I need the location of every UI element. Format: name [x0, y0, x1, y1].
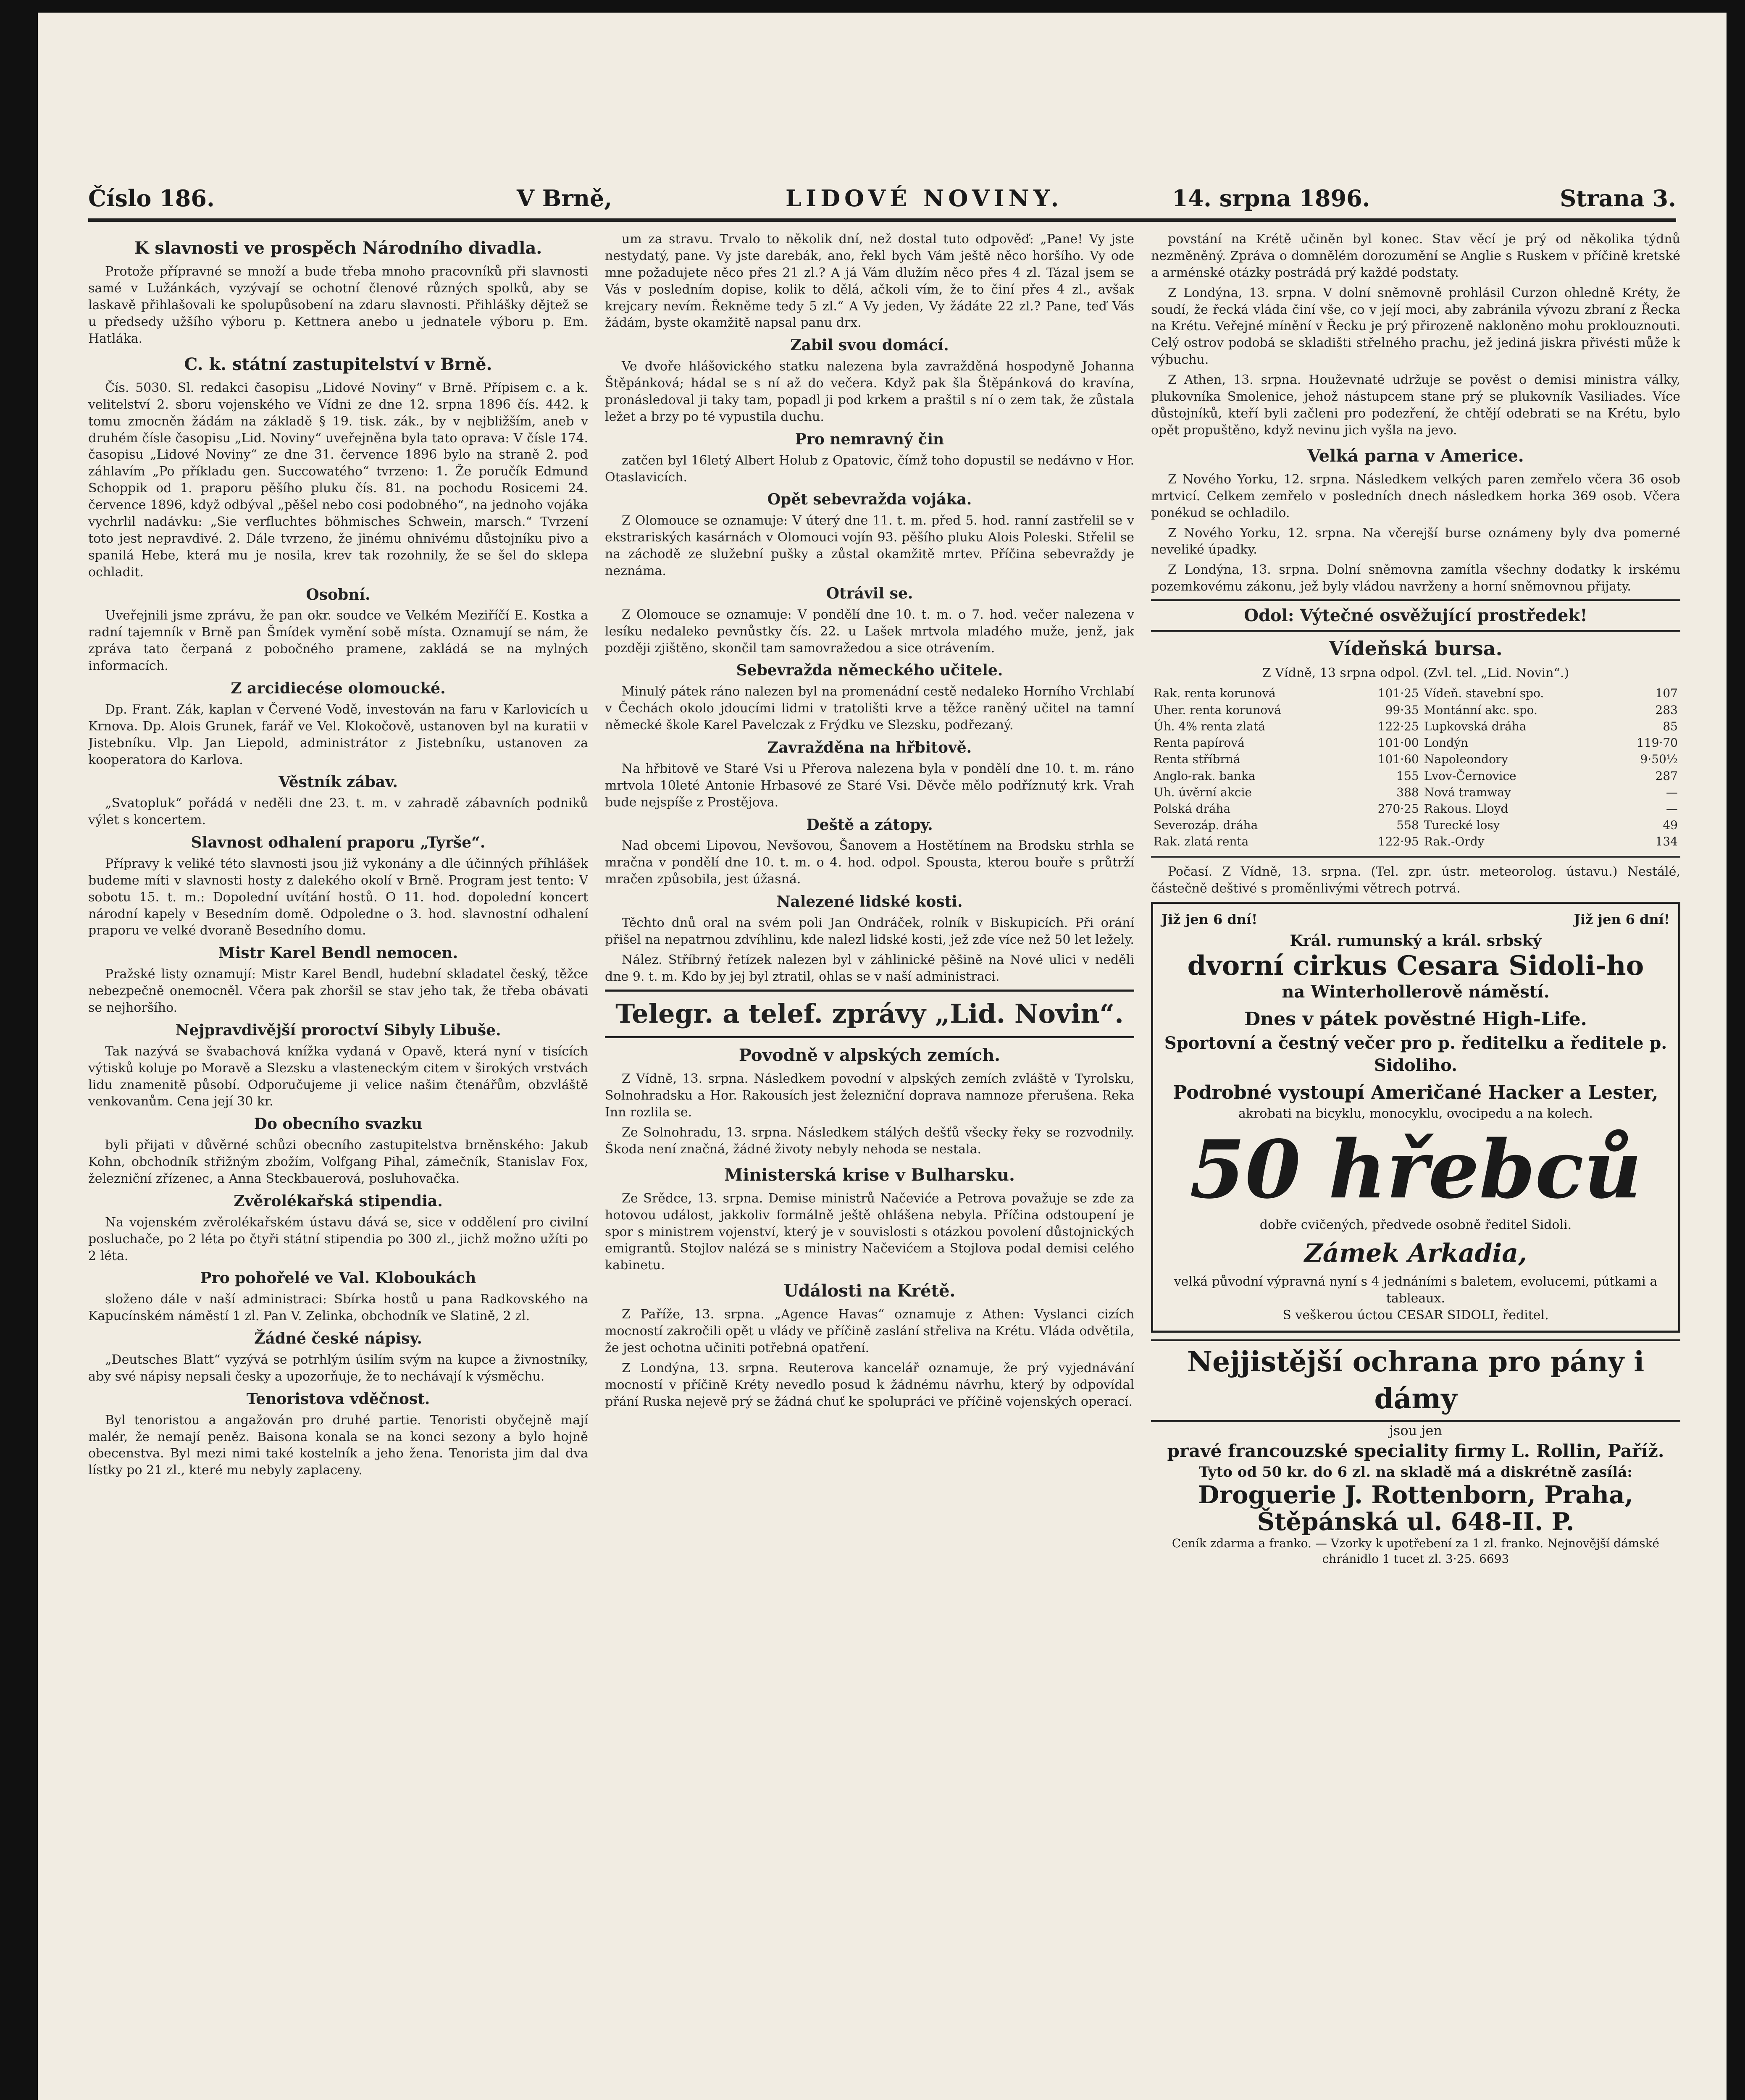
- bursa-name: Lvov-Černovice: [1424, 769, 1516, 783]
- bursa-value: 155: [1396, 769, 1419, 783]
- article-title: Zabil svou domácí.: [790, 336, 949, 354]
- article-text: Z Vídně, 13. srpna. Následkem povodní v alpských zemích zvláště v Tyrolsku, Solnohradsku a Hor. Rakousích jest železniční doprava namnoze přerušena. Reka Inn rozlila se.: [605, 1071, 1134, 1120]
- ad-corner: [1162, 911, 1670, 929]
- page-header: [88, 181, 1676, 222]
- article-title: Slavnost odhalení praporu „Tyrše“.: [191, 834, 486, 852]
- bursa-row: [1151, 735, 1680, 751]
- article-title: Věstník zábav.: [279, 773, 398, 791]
- ad-line: jsou jen: [1389, 1422, 1442, 1438]
- article-text: Pražské listy oznamují: Mistr Karel Bendl, hudební skladatel český, těžce nebezpečně onemocněl. Včera pak zhoršil se stav jeho tak, že třeba obávati se nejhoršího.: [88, 967, 588, 1016]
- article-title: Pro nemravný čin: [795, 430, 944, 448]
- city: V Brně,: [517, 185, 612, 212]
- article-text: Čís. 5030. Sl. redakci časopisu „Lidové Noviny“ v Brně. Přípisem c. a k. velitelství 2. sboru vojenského ve Vídni ze dne 12. srpna 1896 čís. 442. k tomu zmocněn žádám na základě § 19. tisk. zák., by v nejbližším, aneb v druhém čísle časopisu „Lid. Noviny“ uveřejněna byla tato oprava: V čísle 174. časopisu „Lidové Noviny“ ze dne 31. července 1896 bylo na straně 2. pod záhlavím „Po příkladu gen. Succowatého“ tvrzeno: 1. Že poručík Edmund Schoppik od 1. praporu pěšího pluku čís. 81. na pochodu Rosicemi 24. července 1896, když odbýval „pěšel nebo cosi podobného“, na jednoho vojáka vychrlil nadávku: „Sie verfluchtes böhmisches Schwein, marsch.“ Tvrzení toto jest nepravdivé. 2. Dále tvrzeno, že jinému ohnivému důstojníku pivo a spanilá Hebe, která mu je nosila, krev tak rozohnily, že se šel do sklepa ochladit.: [88, 380, 588, 580]
- bursa-name: Renta stříbrná: [1154, 752, 1240, 766]
- ad-headline: dvorní cirkus Cesara Sidoli-ho: [1187, 950, 1644, 982]
- section-subtitle: Povodně v alpských zemích.: [738, 1045, 1001, 1065]
- article-title: Otrávil se.: [826, 584, 913, 602]
- bursa-value: —: [1666, 785, 1678, 799]
- ad-big-text: 50 hřebců: [1189, 1122, 1642, 1216]
- ad-line: Droguerie J. Rottenborn, Praha, Štěpánská ul. 648-II. P.: [1198, 1480, 1633, 1536]
- article-text: Na hřbitově ve Staré Vsi u Přerova nalezena byla v pondělí dne 10. t. m. ráno mrtvola 10leté Antonie Hrbasové ze Staré Vsi. Děvče mělo podříznutý krk. Vrah bude nejspíše z Prostějova.: [605, 761, 1134, 810]
- bursa-value: 134: [1655, 835, 1678, 849]
- bursa-row: [1151, 817, 1680, 833]
- bursa-row: [1151, 833, 1680, 850]
- page-number: Strana 3.: [1560, 185, 1676, 212]
- article-text: Těchto dnů oral na svém poli Jan Ondráček, rolník v Biskupicích. Při orání přišel na nepatrnou zdvíhlinu, kde nalezl lidské kosti, jež zde více než 50 let ležely.: [605, 915, 1134, 947]
- bursa-value: 101·25: [1377, 686, 1419, 701]
- article-title: Z arcidiecése olomoucké.: [231, 679, 446, 697]
- circus-advertisement: [1151, 902, 1680, 1333]
- ad-headline: Nejjistější ochrana pro pány i dámy: [1151, 1339, 1680, 1422]
- bursa-row: [1151, 718, 1680, 735]
- ad-line: dobře cvičených, předvede osobně ředitel Sidoli.: [1259, 1217, 1572, 1232]
- article-title: Zavražděna na hřbitově.: [767, 738, 972, 756]
- article-text: Nad obcemi Lipovou, Nevšovou, Šanovem a Hostětínem na Brodsku strhla se mračna v pondělí dne 10. t. m. o 4. hod. odpol. Spousta, kterou bouře s průtrží mračen způsobila, jest úžasná.: [605, 838, 1134, 887]
- ad-line: Tyto od 50 kr. do 6 zl. na skladě má a diskrétně zasílá:: [1199, 1464, 1632, 1481]
- article-title: Pro pohořelé ve Val. Kloboukách: [200, 1269, 476, 1287]
- ad-line: Sportovní a čestný večer pro p. ředitelku a ředitele p. Sidoliho.: [1164, 1033, 1667, 1076]
- article-text: Z Nového Yorku, 12. srpna. Následkem velkých paren zemřelo včera 36 osob mrtvicí. Celkem zemřelo v posledních dnech následkem horka 369 osob. Včera ponékud se ochladilo.: [1151, 472, 1680, 520]
- article-title: Tenoristova vděčnost.: [246, 1390, 430, 1408]
- article-text: Byl tenoristou a angažován pro druhé partie. Tenoristi obyčejně mají malér, že nemají peněz. Baisona konala se na konci sezony a bylo hojně obecenstva. Byl mezi nimi také kostelník a jeho žena. Tenorista jim dal dva lístky po 21 zl., které mu nebyly zaplaceny.: [88, 1412, 588, 1478]
- bursa-row: [1151, 768, 1680, 784]
- bursa-name: Rakous. Lloyd: [1424, 802, 1508, 816]
- bursa-row: [1151, 751, 1680, 767]
- bursa-name: Montánní akc. spo.: [1424, 703, 1537, 717]
- ad-line: pravé francouzské speciality firmy L. Rollin, Paříž.: [1167, 1441, 1664, 1462]
- article-text: zatčen byl 16letý Albert Holub z Opatovic, čímž toho dopustil se nedávno v Hor. Otaslavicích.: [605, 453, 1134, 485]
- bursa-value: 85: [1663, 719, 1678, 733]
- article-title: Mistr Karel Bendl nemocen.: [218, 944, 458, 962]
- bursa-row: [1151, 784, 1680, 801]
- article-text: Přípravy k veliké této slavnosti jsou již vykonány a dle účinných příhlášek budeme míti v slavnosti hosty z dalekého okolí v Brně. Program jest tento: V sobotu 15. t. m.: Dopolední uvítání hostů. O 11. hod. dopolední koncert národní kapely v Besedním domě. Odpoledne o 3. hod. slavnostní odhalení praporu ve velké dvoraně Besedního domu.: [88, 856, 588, 938]
- bursa-value: 49: [1663, 818, 1678, 832]
- issue-number: Číslo 186.: [88, 185, 215, 212]
- bursa-name: Renta papírová: [1154, 736, 1245, 750]
- ad-line: Dnes v pátek pověstné High-Life.: [1244, 1008, 1587, 1030]
- bursa-name: Uh. úvěrní akcie: [1154, 785, 1252, 799]
- article-text: Z Nového Yorku, 12. srpna. Na včerejší burse oznámeny byly dva pomerné neveliké úpadky.: [1151, 525, 1680, 557]
- newspaper-page: [38, 13, 1727, 2100]
- article-text: Z Olomouce se oznamuje: V pondělí dne 10. t. m. o 7. hod. večer nalezena v lesíku nedaleko pevnůstky čís. 22. u Lašek mrtvola mladého muže, jenž, jak později zjištěno, skončil tam samovražedou a sice otrávením.: [605, 607, 1134, 656]
- bursa-name: Rak.-Ordy: [1424, 835, 1485, 849]
- issue-date: 14. srpna 1896.: [1172, 185, 1370, 212]
- bursa-value: 558: [1396, 818, 1419, 832]
- weather-report: Počasí. Z Vídně, 13. srpna. (Tel. zpr. ústr. meteorolog. ústavu.) Nestálé, částečně deštivé s proměnlivými větrech potrvá.: [1151, 864, 1680, 896]
- bursa-value: 119·70: [1637, 736, 1678, 750]
- article-text: Z Athen, 13. srpna. Houževnaté udržuje se pověst o demisi ministra války, plukovníka Smolenice, jehož nástupcem stane prý se plukovník Vasiliades. Více důstojníků, kteří byli začleni pro podezření, že chtějí odebrati se na Krétu, bylo opět propuštěno, když nevinu jich vyšla na jevo.: [1151, 373, 1680, 438]
- article-text: Ze Srědce, 13. srpna. Demise ministrů Načeviće a Petrova považuje se zde za hotovou událost, jakkoliv formálně ještě ohlášena nebyla. Příčina odstoupení je spor s ministrem vojenství, který je v souvislosti s otázkou povolení důstojnických emigrantů. Stojlov nalézá se s ministry Načevićem a Stojlova podal demisi celého kabinetu.: [605, 1191, 1134, 1273]
- article-text: Z Olomouce se oznamuje: V úterý dne 11. t. m. před 5. hod. ranní zastřelil se v ekstrariských kasárnách v Olomouci vojín 93. pěšího pluku Alois Poleski. Střelil se na záchodě ze služební pušky a zůstal okamžitě mrtev. Příčina sebevraždy je neznáma.: [605, 513, 1134, 578]
- article-title: Sebevražda německého učitele.: [736, 662, 1003, 680]
- article-text: Z Londýna, 13. srpna. Dolní sněmovna zamítla všechny dodatky k irskému pozemkovému zákonu, jež byly vládou navrženy a horní sněmovnou přijaty.: [1151, 562, 1680, 594]
- bursa-subtitle: Z Vídně, 13 srpna odpol. (Zvl. tel. „Lid. Novin“.): [1262, 666, 1569, 681]
- odol-banner: Odol: Výtečné osvěžující prostředek!: [1151, 599, 1680, 632]
- article-text: Minulý pátek ráno nalezen byl na promenádní cestě nedaleko Horního Vrchlabí v Čechách okolo jdoucími lidmi v tratolišti krve a těžce raněný učitel na tamní německé škole Karel Pavelczak z Frýdku ve Slezsku, podřezaný.: [605, 684, 1134, 733]
- section-subtitle: Velká parna v Americe.: [1307, 446, 1524, 466]
- article-text: Dp. Frant. Zák, kaplan v Červené Vodě, investován na faru v Karlovicích u Krnova. Dp. Alois Grunek, farář ve Vel. Klokočově, ustanoven byl na kuratii v Jistebníku. Vlp. Jan Liepold, administrátor z Jistebníku, ustanoven za kooperatora do Karlova.: [88, 702, 588, 767]
- bursa-name: Uher. renta korunová: [1154, 703, 1281, 717]
- ad-line: akrobati na bicyklu, monocyklu, ovocipedu a na kolech.: [1238, 1106, 1593, 1121]
- article-text: Protože přípravné se množí a bude třeba mnoho pracovníků při slavnosti samé v Lužánkách, vyzývají se ochotní členové různých spolků, aby se laskavě přihlašovali ke spolupůsobení na zdaru slavnosti. Přihlášky dějtež se u předsedy užšího výboru p. Kettnera anebo u jednatele výboru p. Em. Hatláka.: [88, 264, 588, 346]
- divider: [1151, 856, 1680, 858]
- article-text: Z Paříže, 13. srpna. „Agence Havas“ oznamuje z Athen: Vyslanci cizích mocností zakročili opět u vlády ve příčině zaslání střeliva na Krétu. Vláda odvětila, že jest ochotna učiniti potřebná opatření.: [605, 1307, 1134, 1356]
- bursa-value: 388: [1396, 785, 1419, 799]
- bursa-name: Napoleondory: [1424, 752, 1508, 766]
- bursa-value: 287: [1655, 769, 1678, 783]
- bursa-name: Vídeň. stavební spo.: [1424, 686, 1544, 701]
- article-title: Nalezené lidské kosti.: [776, 893, 963, 911]
- bursa-name: Polská dráha: [1154, 802, 1231, 816]
- article-title: Do obecního svazku: [254, 1115, 423, 1133]
- bursa-name: Severozáp. dráha: [1154, 818, 1258, 832]
- bursa-name: Lupkovská dráha: [1424, 719, 1527, 733]
- bursa-title: Vídeňská bursa.: [1329, 637, 1503, 660]
- column-2: [605, 231, 1134, 2100]
- bursa-value: 283: [1655, 703, 1678, 717]
- bursa-value: 107: [1655, 686, 1678, 701]
- bursa-value: 99·35: [1385, 703, 1419, 717]
- bursa-row: [1151, 801, 1680, 817]
- article-title: Nejpravdivější proroctví Sibyly Libuše.: [175, 1021, 501, 1039]
- ad-signature: S veškerou úctou CESAR SIDOLI, ředitel.: [1282, 1308, 1549, 1323]
- section-subtitle: Ministerská krise v Bulharsku.: [724, 1165, 1015, 1185]
- bursa-value: —: [1666, 802, 1678, 816]
- article-text: Na vojenském zvěrolékařském ústavu dává se, sice v oddělení pro civilní posluchače, po 2 léta po čtyři státní stipendia po 300 zl., jichž možno užíti po 2 léta.: [88, 1215, 588, 1263]
- article-text: složeno dále v naší administraci: Sbírka hostů u pana Radkovského na Kapucínském náměstí 1 zl. Pan V. Zelinka, obchodník ve Slatině, 2 zl.: [88, 1292, 588, 1324]
- bursa-name: Turecké losy: [1424, 818, 1500, 832]
- bursa-table: [1151, 685, 1680, 850]
- article-title: C. k. státní zastupitelství v Brně.: [184, 354, 492, 374]
- ad-line: na Winterhollerově náměstí.: [1282, 982, 1550, 1002]
- bursa-row: [1151, 685, 1680, 701]
- bursa-value: 270·25: [1377, 802, 1419, 816]
- drugstore-advertisement: [1151, 1339, 1680, 1567]
- ad-line: velká původní výpravná nyní s 4 jednáními s baletem, evolucemi, pútkami a tableaux.: [1174, 1274, 1658, 1306]
- ad-script-title: Zámek Arkadia,: [1304, 1238, 1527, 1268]
- bursa-value: 9·50½: [1640, 752, 1678, 766]
- article-text: povstání na Krétě učiněn byl konec. Stav věcí je prý od několika týdnů nezměněný. Zpráva o domnělém dorozumění se Anglie s Ruskem v příčině kretské a arménské otázky postrádá prý každé podstaty.: [1151, 232, 1680, 280]
- article-title: Osobní.: [306, 585, 371, 604]
- article-text: Ve dvoře hlášovického statku nalezena byla zavražděná hospodyně Johanna Štěpánková; hádal se s ní až do večera. Když pak šla Štěpánková do kravína, pronásledoval ji taky tam, popadl ji pod krkem a praštil s ní o zem tak, že zůstala ležet a brzy po té vypustila duchu.: [605, 359, 1134, 424]
- bursa-name: Londýn: [1424, 736, 1469, 750]
- ad-corner-right: Již jen 6 dní!: [1574, 911, 1670, 928]
- article-title: K slavnosti ve prospěch Národního divadla.: [134, 238, 542, 258]
- bursa-value: 101·60: [1377, 752, 1419, 766]
- bursa-value: 122·95: [1377, 835, 1419, 849]
- article-text: Tak nazývá se švabachová knížka vydaná v Opavě, která nyní v tisících výtisků koluje po Moravě a Slezsku a vlasteneckým citem v širokých vrstvách lidu znamenitě působí. Odporučujeme ji velice našim čtenářům, obzvláště venkovanům. Cena její 30 kr.: [88, 1044, 588, 1109]
- bursa-name: Úh. 4% renta zlatá: [1154, 719, 1265, 733]
- column-3: [1151, 231, 1680, 2100]
- article-text: Ze Solnohradu, 13. srpna. Následkem stálých dešťů všecky řeky se rozvodnily. Škoda není značná, žádné životy nebyly nehoda se nestala.: [605, 1125, 1134, 1157]
- paper-name: LIDOVÉ NOVINY.: [786, 185, 1063, 212]
- bursa-name: Rak. zlatá renta: [1154, 835, 1249, 849]
- article-text: byli přijati v důvěrné schůzi obecního zastupitelstva brněnského: Jakub Kohn, obchodník střižným zbožím, Volfgang Pihal, zámečník, Stanislav Fox, železniční zřízenec, a Anna Steckbauerová, posluhovačka.: [88, 1138, 588, 1186]
- bursa-name: Anglo-rak. banka: [1154, 769, 1256, 783]
- bursa-row: [1151, 702, 1680, 718]
- bursa-value: 101·00: [1377, 736, 1419, 750]
- section-subtitle: Události na Krétě.: [783, 1281, 956, 1301]
- article-text: „Svatopluk“ pořádá v neděli dne 23. t. m. v zahradě zábavních podniků výlet s koncertem.: [88, 796, 588, 828]
- ad-line: Podrobné vystoupí Američané Hacker a Lester,: [1173, 1082, 1658, 1104]
- ad-line: Ceník zdarma a franko. — Vzorky k upotřebení za 1 zl. franko. Nejnovější dámské chránidlo 1 tucet zl. 3·25. 6693: [1172, 1536, 1660, 1566]
- column-1: [88, 231, 588, 2100]
- article-title: Zvěrolékařská stipendia.: [234, 1192, 443, 1210]
- article-title: Žádné české nápisy.: [254, 1330, 422, 1348]
- article-text: Uveřejnili jsme zprávu, že pan okr. soudce ve Velkém Meziříčí E. Kostka a radní tajemník v Brně pan Šmídek vymění sobě místa. Oznamují se nám, že zpráva tato čerpaná z pobočného pramene, zakládá se na mylných informacích.: [88, 608, 588, 674]
- article-text: Nález. Stříbrný řetízek nalezen byl v záhlinické pěšině na Nové ulici v neděli dne 9. t. m. Kdo by jej byl ztratil, ohlas se v naší administraci.: [605, 952, 1134, 984]
- bursa-value: 122·25: [1377, 719, 1419, 733]
- article-text: Z Londýna, 13. srpna. Reuterova kancelář oznamuje, že prý vyjednávání mocností v příčině Kréty nevedlo posud k žádnému návrhu, který by odpovídal přání Ruska nejevě prý se žádná chuť ke spolupráci ve příčině vojenských operací.: [605, 1361, 1134, 1409]
- article-text: „Deutsches Blatt“ vyzývá se potrhlým úsilím svým na kupce a živnostníky, aby své nápisy nepsali česky a upozorňuje, že to nechávají k výsměchu.: [88, 1352, 588, 1384]
- article-title: Deště a zátopy.: [806, 816, 933, 834]
- bursa-name: Rak. renta korunová: [1154, 686, 1276, 701]
- ad-line: Král. rumunský a král. srbský: [1290, 932, 1542, 950]
- article-title: Opět sebevražda vojáka.: [767, 491, 972, 509]
- telegraph-section-title: Telegr. a telef. zprávy „Lid. Novin“.: [605, 990, 1134, 1038]
- article-text: um za stravu. Trvalo to několik dní, než dostal tuto odpověď: „Pane! Vy jste nestydatý, pane. Vy jste darebák, ano, řekl bych Vám ještě něco horšího. Vy ode mne požadujete něco přes 21 zl.? A já Vám dlužím něco přes 4 zl. Tázal jsem se Vás v posledním dopise, kolik to dělá, ačkoli vím, že to činí přes 4 zl., avšak krejcary nevím. Řekněme tedy 5 zl.“ A Vy jeden, Vy žádáte 22 zl.? Pane, teď Vás žádám, byste okamžitě napsal panu drx.: [605, 232, 1134, 331]
- ad-corner-left: Již jen 6 dní!: [1162, 911, 1258, 928]
- article-text: Z Londýna, 13. srpna. V dolní sněmovně prohlásil Curzon ohledně Kréty, že soudí, že řecká vláda činí vše, co v její moci, aby zabránila vývozu zbraní z Řecka na Krétu. Veřejné mínění v Řecku je prý přirozeně nakloněno mohu proklouznouti. Celý ostrov podobá se skladišti střelného prachu, jež jediná jiskra přivésti může k výbuchu.: [1151, 285, 1680, 368]
- bursa-name: Nová tramway: [1424, 785, 1511, 799]
